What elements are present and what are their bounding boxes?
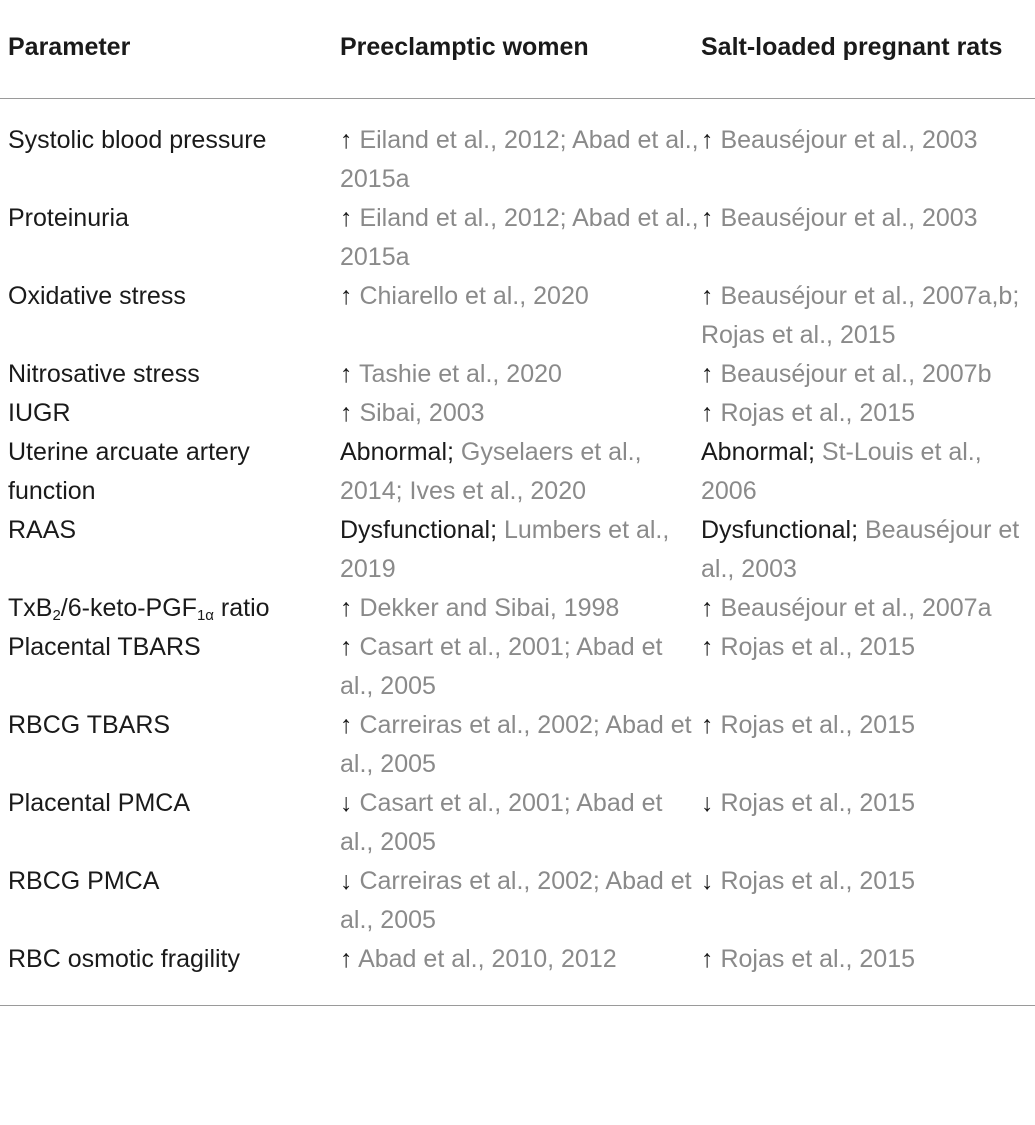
rats-cell (701, 940, 1035, 1006)
reference-link[interactable]: Beauséjour et al., 2003 (720, 125, 978, 154)
increase-arrow: ↑ (701, 281, 721, 310)
women-cell (340, 862, 701, 940)
reference-link[interactable]: Rojas et al., 2015 (720, 788, 916, 817)
increase-arrow: ↑ (701, 593, 721, 622)
parameter-text: ratio (213, 593, 270, 622)
parameter-cell: RBC osmotic fragility (0, 940, 340, 1006)
women-cell (340, 940, 701, 1006)
rats-cell (701, 706, 1035, 784)
header-salt-loaded-rats: Salt-loaded pregnant rats (701, 0, 1035, 98)
parameter-cell: Nitrosative stress (8, 359, 200, 388)
parameter-cell: RBCG PMCA (8, 866, 160, 895)
increase-arrow: ↑ (340, 359, 359, 388)
increase-arrow: ↑ (701, 710, 721, 739)
women-cell (340, 277, 701, 355)
parameter-cell: Oxidative stress (8, 281, 186, 310)
increase-arrow: ↑ (340, 593, 360, 622)
rats-cell (701, 277, 1035, 355)
reference-link[interactable]: Eiland et al., 2012; Abad et al., 2015a (340, 203, 699, 271)
women-cell (340, 394, 701, 433)
reference-link[interactable]: Beauséjour et al., 2003 (701, 515, 1020, 583)
increase-arrow: ↑ (701, 398, 721, 427)
reference-link[interactable]: Lumbers et al., 2019 (340, 515, 670, 583)
reference-link[interactable]: Carreiras et al., 2002; Abad et al., 2005 (340, 710, 692, 778)
reference-link[interactable]: Rojas et al., 2015 (720, 632, 916, 661)
table-row (0, 394, 1035, 433)
increase-arrow: ↑ (340, 203, 360, 232)
rats-cell (701, 784, 1035, 862)
parameter-cell: Systolic blood pressure (8, 125, 267, 154)
rats-cell (701, 355, 1035, 394)
table-row (0, 199, 1035, 277)
table-row (0, 277, 1035, 355)
increase-arrow: ↑ (340, 281, 360, 310)
reference-link[interactable]: Rojas et al., 2015 (720, 398, 916, 427)
women-cell (340, 784, 701, 862)
increase-arrow: ↑ (340, 125, 360, 154)
reference-link[interactable]: Dekker and Sibai, 1998 (359, 593, 620, 622)
reference-link[interactable]: Abad et al., 2010, 2012 (358, 944, 617, 973)
women-cell (340, 628, 701, 706)
reference-link[interactable]: Carreiras et al., 2002; Abad et al., 2005 (340, 866, 692, 934)
increase-arrow: ↑ (340, 398, 360, 427)
reference-link[interactable]: Chiarello et al., 2020 (359, 281, 589, 310)
decrease-arrow: ↓ (340, 788, 360, 817)
reference-link[interactable]: Tashie et al., 2020 (359, 359, 562, 388)
women-cell (340, 706, 701, 784)
table-row (0, 784, 1035, 862)
reference-link[interactable]: Casart et al., 2001; Abad et al., 2005 (340, 788, 663, 856)
increase-arrow: ↑ (340, 944, 359, 973)
women-cell (340, 355, 701, 394)
parameter-text: TxB (8, 593, 53, 622)
increase-arrow: ↑ (701, 203, 721, 232)
women-cell (340, 433, 701, 511)
increase-arrow: ↑ (701, 359, 721, 388)
reference-link[interactable]: Gyselaers et al., 2014; Ives et al., 2020 (340, 437, 642, 505)
header-parameter: Parameter (0, 0, 340, 98)
parameter-cell: Uterine arcuate artery function (8, 437, 250, 505)
women-cell (340, 199, 701, 277)
reference-link[interactable]: Rojas et al., 2015 (720, 710, 916, 739)
increase-arrow: ↑ (340, 710, 360, 739)
increase-arrow: ↑ (701, 125, 721, 154)
status-label: Dysfunctional; (701, 515, 865, 544)
table-row (0, 511, 1035, 589)
rats-cell (701, 628, 1035, 706)
reference-link[interactable]: St-Louis et al., 2006 (701, 437, 982, 505)
parameter-text: /6-keto-PGF (60, 593, 197, 622)
increase-arrow: ↑ (340, 632, 360, 661)
subscript: 2 (52, 606, 61, 624)
women-cell (340, 511, 701, 589)
reference-link[interactable]: Eiland et al., 2012; Abad et al., 2015a (340, 125, 699, 193)
reference-link[interactable]: Rojas et al., 2015 (720, 866, 916, 895)
table-row (0, 940, 1035, 1006)
header-preeclamptic-women: Preeclamptic women (340, 0, 701, 98)
table-row (0, 628, 1035, 706)
parameter-cell: Proteinuria (8, 203, 129, 232)
increase-arrow: ↑ (701, 632, 721, 661)
women-cell (340, 589, 701, 628)
rats-cell (701, 433, 1035, 511)
table-row (0, 862, 1035, 940)
reference-link[interactable]: Sibai, 2003 (359, 398, 485, 427)
decrease-arrow: ↓ (701, 788, 721, 817)
reference-link[interactable]: Beauséjour et al., 2007a (720, 593, 992, 622)
subscript: 1α (196, 606, 214, 624)
status-label: Abnormal; (701, 437, 822, 466)
rats-cell (701, 98, 1035, 199)
parameter-cell: Placental TBARS (8, 632, 201, 661)
reference-link[interactable]: Beauséjour et al., 2007a,b; Rojas et al., 2015 (701, 281, 1020, 349)
rats-cell (701, 589, 1035, 628)
decrease-arrow: ↓ (701, 866, 721, 895)
reference-link[interactable]: Beauséjour et al., 2003 (720, 203, 978, 232)
status-label: Dysfunctional; (340, 515, 504, 544)
table-row (0, 355, 1035, 394)
parameter-cell: RAAS (8, 515, 77, 544)
rats-cell (701, 511, 1035, 589)
parameter-cell: IUGR (8, 398, 71, 427)
women-cell (340, 98, 701, 199)
status-label: Abnormal; (340, 437, 461, 466)
increase-arrow: ↑ (701, 944, 721, 973)
rats-cell (701, 394, 1035, 433)
table-row (0, 706, 1035, 784)
parameter-cell: RBCG TBARS (8, 710, 171, 739)
rats-cell (701, 199, 1035, 277)
table-row (0, 589, 1035, 628)
rats-cell (701, 862, 1035, 940)
reference-link[interactable]: Rojas et al., 2015 (720, 944, 916, 973)
parameter-cell (0, 589, 340, 628)
table-header-row (0, 0, 1035, 98)
parameter-cell: Placental PMCA (8, 788, 191, 817)
table-row (0, 433, 1035, 511)
reference-link[interactable]: Beauséjour et al., 2007b (720, 359, 992, 388)
decrease-arrow: ↓ (340, 866, 360, 895)
reference-link[interactable]: Casart et al., 2001; Abad et al., 2005 (340, 632, 663, 700)
table-row (0, 98, 1035, 199)
